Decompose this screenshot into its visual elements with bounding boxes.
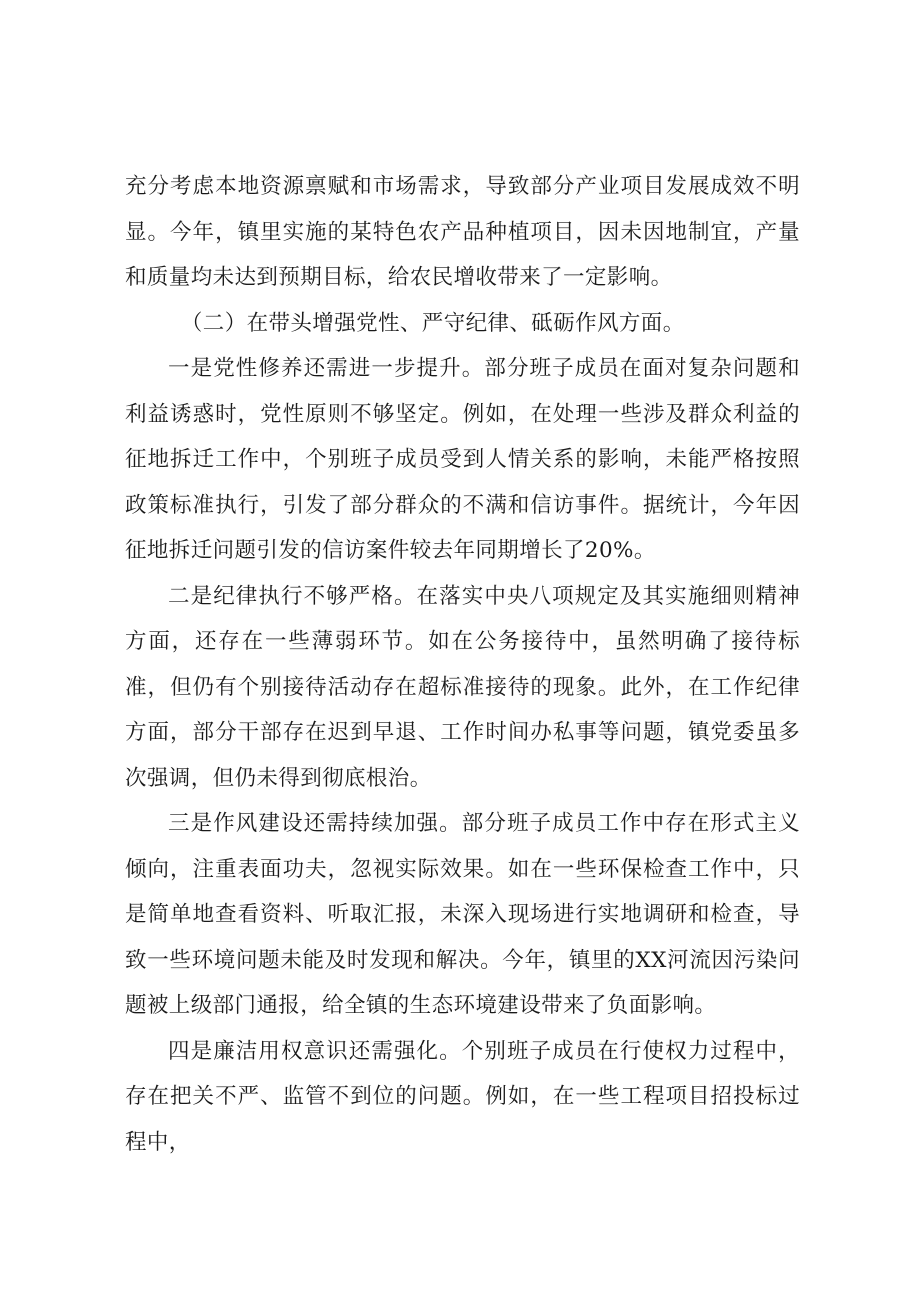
section-heading: （二）在带头增强党性、严守纪律、砥砺作风方面。 — [180, 310, 685, 336]
paragraph-work-style: 三是作风建设还需持续加强。部分班子成员工作中存在形式主义倾向，注重表面功夫，忽视实际效果。如在一些环保检查工作中，只是简单地查看资料、听取汇报，未深入现场进行实地调研和检查，导致一些环境问题未能及时发现和解决。今年，镇里的XX河流因污染问题被上级部门通报，给全镇的生态环境建设带来了负面影响。 — [125, 811, 800, 1018]
paragraph-continuation: 充分考虑本地资源禀赋和市场需求，导致部分产业项目发展成效不明显。今年，镇里实施的某特色农产品种植项目，因未因地制宜，产量和质量均未达到预期目标，给农民增收带来了一定影响。 — [125, 174, 800, 290]
document-body — [125, 164, 800, 1165]
paragraph-party-spirit: 一是党性修养还需进一步提升。部分班子成员在面对复杂问题和利益诱惑时，党性原则不够坚定。例如，在处理一些涉及群众利益的征地拆迁工作中，个别班子成员受到人情关系的影响，未能严格按照政策标准执行，引发了部分群众的不满和信访事件。据统计，今年因征地拆迁问题引发的信访案件较去年同期增长了20%。 — [125, 356, 800, 563]
paragraph-integrity: 四是廉洁用权意识还需强化。个别班子成员在行使权力过程中，存在把关不严、监管不到位的问题。例如，在一些工程项目招投标过程中， — [125, 1038, 800, 1155]
paragraph-discipline: 二是纪律执行不够严格。在落实中央八项规定及其实施细则精神方面，还存在一些薄弱环节。如在公务接待中，虽然明确了接待标准，但仍有个别接待活动存在超标准接待的现象。此外，在工作纪律方面，部分干部存在迟到早退、工作时间办私事等问题，镇党委虽多次强调，但仍未得到彻底根治。 — [125, 583, 800, 791]
